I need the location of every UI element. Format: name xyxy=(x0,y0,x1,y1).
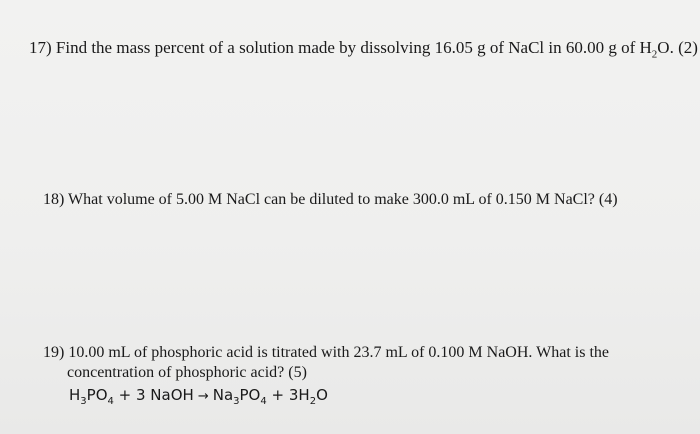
eq-po: PO xyxy=(86,386,108,404)
question-18 xyxy=(43,190,618,210)
eq-sub: 4 xyxy=(260,396,267,407)
question-19-line-1: 19) 10.00 mL of phosphoric acid is titrated with 23.7 mL of 0.100 M NaOH. What is the xyxy=(43,344,609,361)
eq-naoh: + 3 NaOH xyxy=(113,386,194,404)
eq-h: H xyxy=(69,386,81,404)
eq-na: Na xyxy=(212,386,234,404)
eq-sub: 3 xyxy=(233,396,240,407)
question-17 xyxy=(29,38,698,64)
question-17-text-end: O. (2) xyxy=(657,38,698,57)
eq-o: O xyxy=(316,386,328,404)
eq-po: PO xyxy=(239,386,261,404)
question-19-line-2: concentration of phosphoric acid? (5) xyxy=(67,364,307,381)
eq-sub: 2 xyxy=(309,396,317,407)
question-17-text: 17) Find the mass percent of a solution made by dissolving 16.05 g of NaCl in 60.00 g of H xyxy=(29,38,652,57)
reaction-arrow-icon: → xyxy=(197,389,209,404)
chemical-equation xyxy=(69,386,328,407)
water-subscript: 2 xyxy=(651,48,658,61)
eq-water: + 3H xyxy=(266,386,310,404)
eq-sub: 3 xyxy=(80,396,87,407)
eq-sub: 4 xyxy=(107,396,114,407)
question-18-text: 18) What volume of 5.00 M NaCl can be diluted to make 300.0 mL of 0.150 M NaCl? (4) xyxy=(43,191,618,208)
question-19 xyxy=(43,343,609,383)
